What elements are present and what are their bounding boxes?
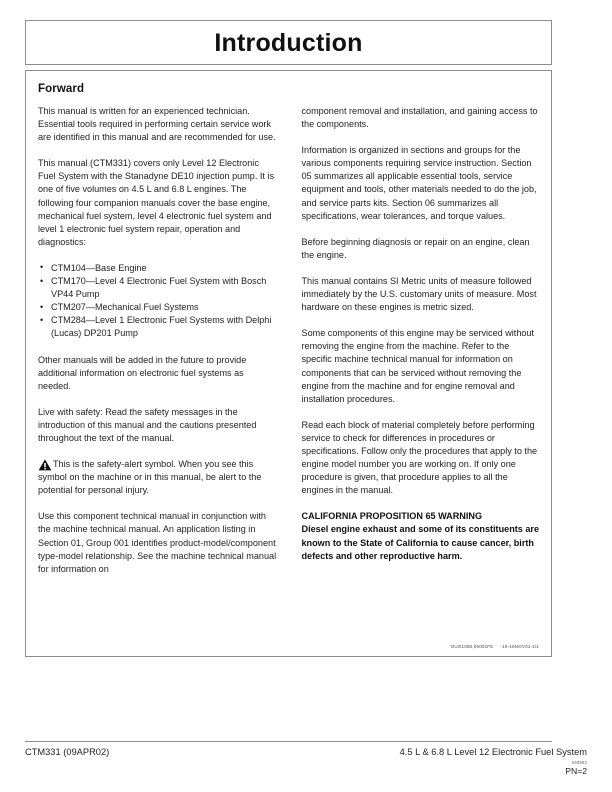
section-heading: Forward <box>38 83 85 95</box>
california-prop-65-warning <box>302 510 542 562</box>
paragraph: Other manuals will be added in the future to provide additional information on electronic fuel systems as needed. <box>38 354 247 391</box>
paragraph: This manual (CTM331) covers only Level 12 Electronic Fuel System with the Stanadyne DE10 injection pump. It is one of five volumes on 4.5 L and 6.8 L engines. The following four companion manuals cover the base engine, mechanical fuel system, level 4 electronic fuel system and level 1 electronic fuel system repair, operation and diagnostics: <box>38 158 275 247</box>
footer-page-number: PN=2 <box>565 766 587 776</box>
paragraph: Use this component technical manual in conjunction with the machine technical manual. An application listing in Section 01, Group 001 identifies product-model/component type-model relationship. See the machine technical manual for information on <box>38 511 277 574</box>
footer-divider <box>25 741 552 742</box>
list-item: • CTM170—Level 4 Electronic Fuel System with Bosch VP44 Pump <box>38 275 278 301</box>
footer-date-code: 040902 <box>571 760 587 765</box>
paragraph: Read each block of material completely before performing service to check for differences in procedures or specifications. Follow only the procedures that apply to the engine model number you are working on. If only one procedure is given, that procedure applies to all the engines in the manual. <box>301 419 538 496</box>
page-title: Introduction <box>214 29 363 57</box>
safety-alert-triangle-icon <box>38 459 52 471</box>
paragraph: Before beginning diagnosis or repair on an engine, clean the engine. <box>301 236 530 260</box>
companion-manual-list <box>38 262 278 341</box>
page-title-box <box>25 20 552 65</box>
document-reference-code <box>451 644 539 649</box>
paragraph: component removal and installation, and gaining access to the components. <box>301 106 538 130</box>
content-box <box>25 70 552 657</box>
footer-manual-id: CTM331 (09APR02) <box>25 747 110 757</box>
warning-title: CALIFORNIA PROPOSITION 65 WARNING <box>301 511 483 522</box>
right-column <box>302 105 542 589</box>
paragraph: Information is organized in sections and groups for the various components requiring service instruction. Section 05 summarizes all applicable essential tools, service equipment and tools, other materials needed to do the job, and service parts kits. Section 06 summarizes all specifications, wear tolerances, and torque values. <box>301 145 537 221</box>
doc-code-revision: -19-16NOV01-1/1 <box>500 644 539 649</box>
doc-code-id: OUO1080,00001FE <box>450 644 494 649</box>
left-column <box>38 105 278 589</box>
list-item: • CTM104—Base Engine <box>38 262 278 275</box>
paragraph: This manual is written for an experienced technician. Essential tools required in performing certain service work are identified in this manual and are recommended for use. <box>38 106 276 143</box>
warning-body: Diesel engine exhaust and some of its constituents are known to the State of California to cause cancer, birth defects and other reproductive harm. <box>301 524 540 561</box>
two-column-body <box>38 105 541 589</box>
list-item: • CTM207—Mechanical Fuel Systems <box>38 301 278 314</box>
safety-alert-paragraph <box>38 458 278 497</box>
list-item: • CTM284—Level 1 Electronic Fuel Systems with Delphi (Lucas) DP201 Pump <box>38 314 278 340</box>
paragraph: Live with safety: Read the safety messages in the introduction of this manual and the cautions presented throughout the text of the manual. <box>38 406 257 443</box>
safety-alert-text: This is the safety-alert symbol. When you see this symbol on the machine or in this manual, be alert to the potential for personal injury. <box>38 459 262 496</box>
footer-manual-title: 4.5 L & 6.8 L Level 12 Electronic Fuel System <box>399 747 587 757</box>
paragraph: This manual contains SI Metric units of measure followed immediately by the U.S. customary units of measure. Most hardware on these engines is metric sized. <box>301 275 537 313</box>
paragraph: Some components of this engine may be serviced without removing the engine from the machine. Refer to the specific machine technical manual for information on components that can be serviced without removing the engine from the machine and for engine removal and installation procedures. <box>301 328 535 404</box>
